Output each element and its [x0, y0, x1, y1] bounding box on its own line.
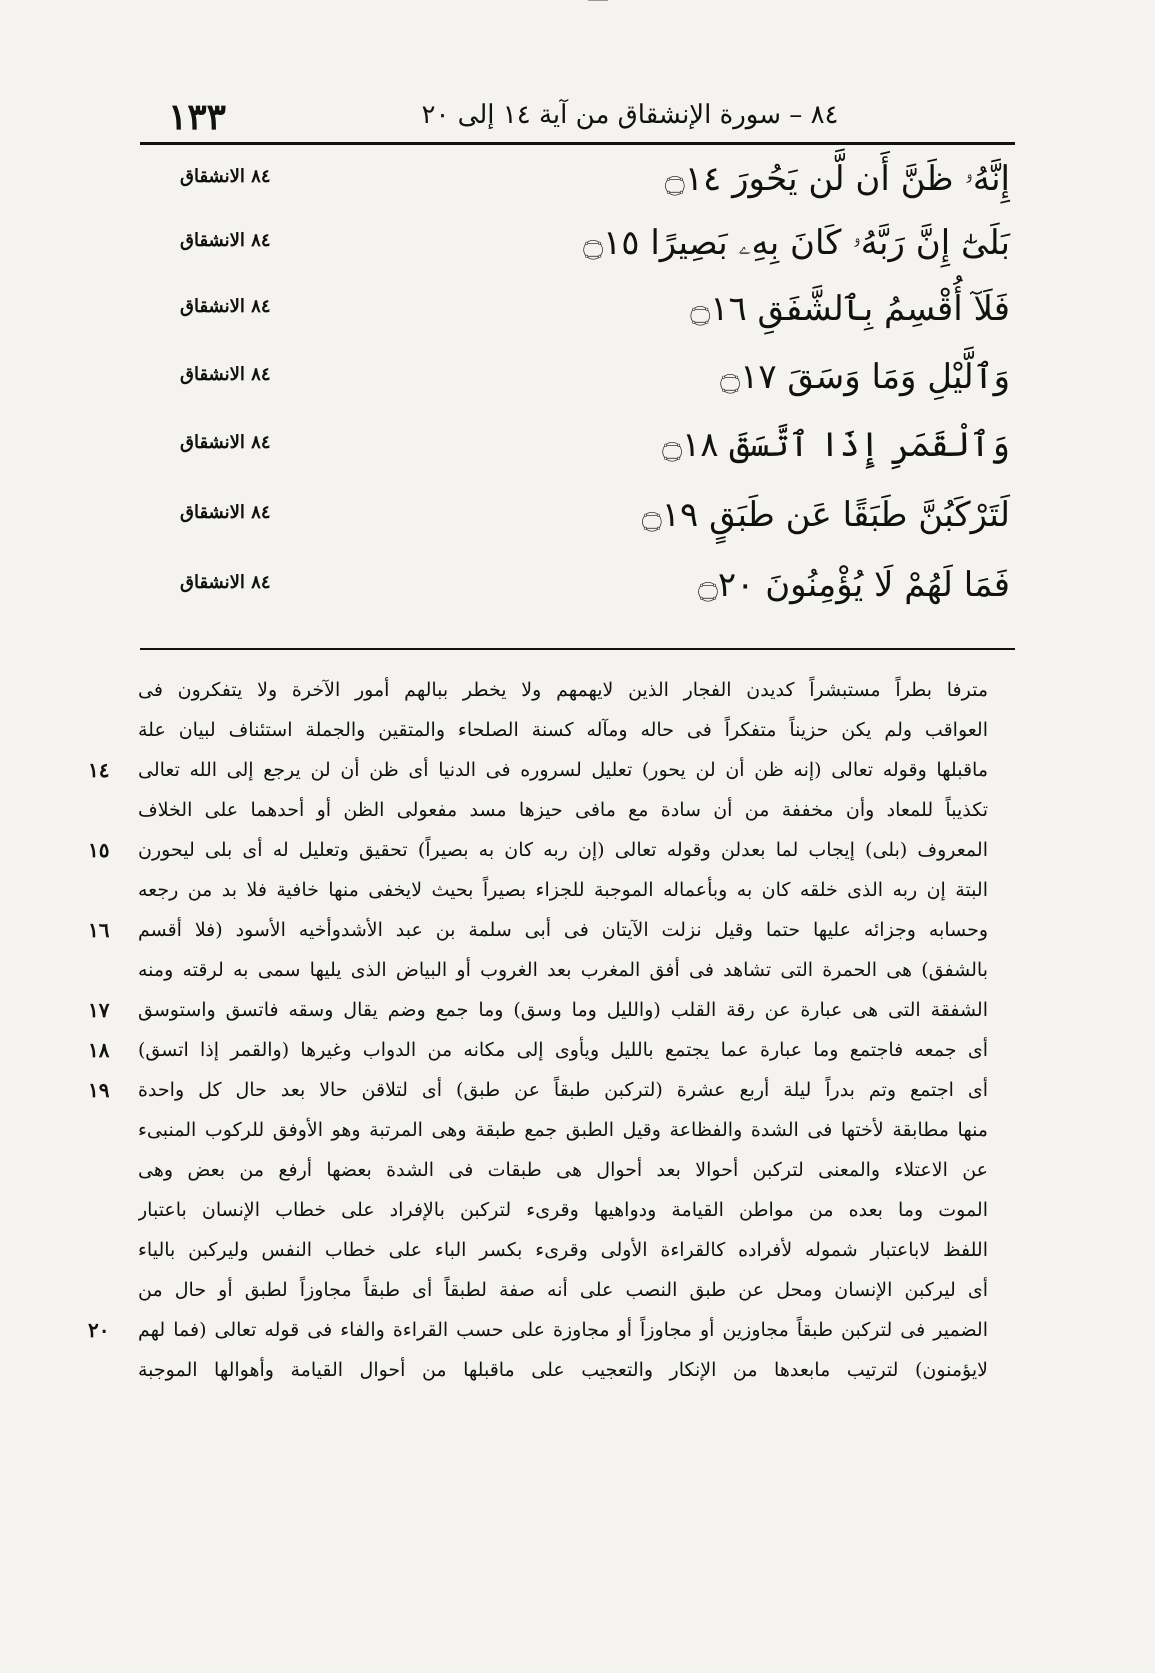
verse-reference: ٨٤ الانشقاق: [180, 502, 271, 523]
verse-row: [140, 288, 1010, 348]
commentary-line: ماقبلها وقوله تعالى (إنه ظن أن لن يحور) تعليل لسروره فى الدنيا أى ظن أن لن يرجع إلى الله تعالى: [138, 759, 988, 781]
commentary-line: أى ليركبن الإنسان ومحل عن طبق النصب على أنه صفة لطبقاً أى طبقاً مجاوزاً لطبق أو حال من: [138, 1279, 988, 1301]
header-title: ٨٤ – سورة الإنشقاق من آية ١٤ إلى ٢٠: [421, 100, 839, 130]
verse-reference: ٨٤ الانشقاق: [180, 572, 271, 593]
commentary-line: عن الاعتلاء والمعنى لتركبن أحوالا بعد أحوال هى طبقات فى الشدة بعضها أرفع من بعض وهى: [138, 1159, 988, 1181]
commentary-line: العواقب ولم يكن حزيناً متفكراً فى حاله ومآله كسنة الصلحاء والمتقين والجملة استئناف لبيان علة: [138, 719, 988, 741]
verse-line-marker: ١٧: [88, 998, 110, 1022]
verse-reference: ٨٤ الانشقاق: [180, 230, 271, 251]
commentary-line: وحسابه وجزائه عليها حتما وقيل نزلت الآيتان فى أبى سلمة بن عبد الأشدوأخيه الأسود (فلا أقسم: [138, 919, 988, 941]
verse-text: لَتَرْكَبُنَّ طَبَقًا عَن طَبَقٍ ۝١٩: [641, 495, 1010, 535]
header-rule: [140, 142, 1015, 145]
commentary-line: تكذيباً للمعاد وأن مخففة من أن سادة مع مافى حيزها مسد مفعولى الظن أو أحدهما على الخلاف: [138, 799, 988, 821]
verse-row: [140, 424, 1010, 484]
verse-row: [140, 494, 1010, 554]
commentary-line: الشفقة التى هى عبارة عن رقة القلب (والليل وما وسق) وما جمع وضم يقال وسقه فاتسق واستوسق: [138, 999, 988, 1021]
commentary-line: اللفظ لاباعتبار شموله لأفراده كالقراءة الأولى وقرىء بكسر الباء على خطاب النفس وليركبن بالياء: [138, 1239, 988, 1261]
commentary-line: المعروف (بلى) إيجاب لما بعدلن وقوله تعالى (إن ربه كان به بصيراً) تحقيق وتعليل له أى بلى ليحورن: [138, 839, 988, 861]
verse-reference: ٨٤ الانشقاق: [180, 166, 271, 187]
verse-text: فَلَآ أُقْسِمُ بِٱلشَّفَقِ ۝١٦: [690, 289, 1010, 329]
commentary-line: بالشفق) هى الحمرة التى تشاهد فى أفق المغرب بعد الغروب أو البياض الذى يليها سمى به لرقته ومنه: [138, 959, 988, 981]
verse-reference: ٨٤ الانشقاق: [180, 296, 271, 317]
verse-text: بَلَىٰٓ إِنَّ رَبَّهُۥ كَانَ بِهِۦ بَصِيرًا ۝١٥: [583, 223, 1010, 263]
verse-row: [140, 222, 1010, 282]
verse-line-marker: ١٥: [88, 838, 110, 862]
page-fold-mark: [588, 0, 608, 1]
verse-line-marker: ١٨: [88, 1038, 110, 1062]
verse-text: وَٱلْقَمَرِ إِذَا ٱتَّسَقَ ۝١٨: [662, 425, 1010, 465]
verse-row: [140, 158, 1010, 218]
commentary-line: لايؤمنون) لترتيب مابعدها من الإنكار والتعجيب على ماقبلها من أحوال القيامة وأهوالها الموجبة: [138, 1359, 988, 1381]
verse-row: [140, 356, 1010, 416]
section-rule: [140, 648, 1015, 650]
commentary-line: البتة إن ربه الذى خلقه كان به وبأعماله الموجبة للجزاء بصيراً بحيث لايخفى منها خافية فلا بد من رجعه: [138, 879, 988, 901]
commentary-line: مترفا بطراً مستبشراً كديدن الفجار الذين لايهمهم ولا يخطر ببالهم أمور الآخرة ولا يتفكرون فى: [138, 679, 988, 701]
verse-line-marker: ٢٠: [88, 1318, 110, 1342]
commentary-line: منها مطابقة لأختها فى الشدة والفظاعة وقيل الطبق جمع طبقة وهى المرتبة وهو الأوفق للركوب المنبىء: [138, 1119, 988, 1141]
verse-line-marker: ١٤: [88, 758, 110, 782]
verse-reference: ٨٤ الانشقاق: [180, 364, 271, 385]
page-number: ١٣٣: [168, 96, 227, 138]
running-header: [140, 96, 1010, 142]
verse-reference: ٨٤ الانشقاق: [180, 432, 271, 453]
commentary-line: أى اجتمع وتم بدراً ليلة أربع عشرة (لتركبن طبقاً عن طبق) أى لتلاقن حالا بعد حال كل واحدة: [138, 1079, 988, 1101]
verse-row: [140, 564, 1010, 624]
verse-text: وَٱلَّيْلِ وَمَا وَسَقَ ۝١٧: [720, 357, 1010, 397]
commentary-line: أى جمعه فاجتمع وما عبارة عما يجتمع بالليل ويأوى إلى مكانه من الدواب وغيرها (والقمر إذا اتسق): [138, 1039, 988, 1061]
verse-text: فَمَا لَهُمْ لَا يُؤْمِنُونَ ۝٢٠: [697, 565, 1010, 605]
commentary-line: الموت وما بعده من مواطن القيامة ودواهيها وقرىء لتركبن بالإفراد على خطاب الإنسان باعتبار: [138, 1199, 988, 1221]
commentary-line: الضمير فى لتركبن طبقاً مجاوزين أو مجاوزاً أو مجاوزة على حسب القراءة والفاء فى قوله تعالى (فما لهم: [138, 1319, 988, 1341]
verse-line-marker: ١٦: [88, 918, 110, 942]
verse-line-marker: ١٩: [88, 1078, 110, 1102]
verse-text: إِنَّهُۥ ظَنَّ أَن لَّن يَحُورَ ۝١٤: [664, 159, 1010, 199]
